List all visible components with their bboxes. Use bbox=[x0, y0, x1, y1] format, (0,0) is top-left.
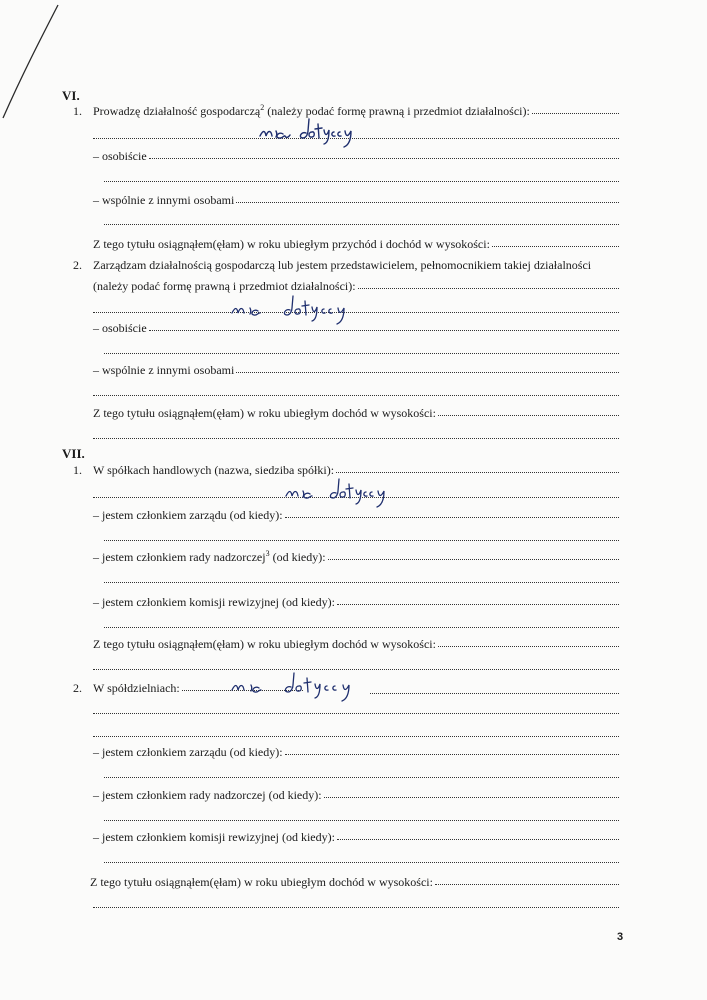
s7-item2-answer-line-1[interactable] bbox=[93, 712, 619, 714]
s7-item1-income-dots[interactable] bbox=[438, 635, 619, 647]
s6-item1-jointly-label: – wspólnie z innymi osobami bbox=[93, 193, 235, 207]
s6-item1-jointly-dots[interactable] bbox=[236, 191, 619, 203]
s7-item1-board-line bbox=[93, 507, 619, 522]
s6-item1-personally-label: – osobiście bbox=[93, 149, 147, 163]
footnote-ref-2: 2 bbox=[260, 103, 265, 112]
s7-item2-number: 2. bbox=[73, 681, 82, 695]
s7-item2-answer-line-2[interactable] bbox=[93, 735, 619, 737]
s6-item2-line bbox=[73, 258, 619, 272]
s6-item2-personally-line bbox=[93, 320, 619, 335]
s6-item2-personally-label: – osobiście bbox=[93, 321, 147, 335]
page-number: 3 bbox=[617, 931, 624, 943]
s7-item1-board-dots[interactable] bbox=[285, 506, 619, 518]
s7-item2-supervisory-line bbox=[93, 787, 619, 802]
s7-item2-label: W spółdzielniach: bbox=[93, 681, 180, 695]
s7-item2-supervisory-label: – jestem członkiem rady nadzorczej (od kiedy): bbox=[93, 788, 322, 802]
s7-item2-income-answer-line[interactable] bbox=[93, 906, 619, 908]
s7-item1-board-label: – jestem członkiem zarządu (od kiedy): bbox=[93, 508, 283, 522]
s7-item2-board-answer-line[interactable] bbox=[104, 776, 619, 778]
s6-item1-text: Prowadzę działalność gospodarczą bbox=[93, 104, 261, 118]
s6-item1-text-after: (należy podać formę prawną i przedmiot działalności): bbox=[264, 104, 530, 118]
s6-item1-personally-dots[interactable] bbox=[149, 147, 619, 159]
section-6-heading: VI. bbox=[62, 88, 80, 103]
s7-item1-audit-label: – jestem członkiem komisji rewizyjnej (od kiedy): bbox=[93, 595, 335, 609]
s7-item1-supervisory-dots[interactable] bbox=[328, 548, 619, 560]
s6-item2-jointly-dots[interactable] bbox=[236, 361, 619, 373]
s7-item2-board-dots[interactable] bbox=[285, 743, 619, 755]
s7-item1-supervisory-text: – jestem członkiem rady nadzorczej bbox=[93, 550, 266, 564]
s6-item2-label2: (należy podać formę prawną i przedmiot działalności): bbox=[93, 279, 356, 293]
s7-item2-audit-line bbox=[93, 829, 619, 844]
handwritten-signature-nie-dotyczy bbox=[228, 668, 373, 707]
footnote-ref-3: 3 bbox=[265, 549, 270, 558]
s7-item1-label: W spółkach handlowych (nazwa, siedziba spółki): bbox=[93, 463, 335, 477]
s7-item1-number: 1. bbox=[73, 463, 82, 477]
s6-item2-personally-answer-line[interactable] bbox=[104, 352, 619, 354]
s7-item2-income-label: Z tego tytułu osiągnąłem(ęłam) w roku ubiegłym dochód w wysokości: bbox=[90, 875, 433, 889]
s6-item2-fill-dots[interactable] bbox=[358, 277, 619, 289]
s6-item2-income-answer-line[interactable] bbox=[93, 437, 619, 439]
s6-item1-fill-dots[interactable] bbox=[532, 102, 619, 114]
s7-item2-supervisory-dots[interactable] bbox=[324, 786, 619, 798]
s7-item2-audit-label: – jestem członkiem komisji rewizyjnej (od kiedy): bbox=[93, 830, 335, 844]
s6-item2-jointly-line bbox=[93, 362, 619, 377]
s7-item2-board-label: – jestem członkiem zarządu (od kiedy): bbox=[93, 745, 283, 759]
s7-item2-audit-dots[interactable] bbox=[337, 828, 619, 840]
s6-item1-income-line bbox=[93, 236, 619, 251]
s7-item1-income-label: Z tego tytułu osiągnąłem(ęłam) w roku ubiegłym dochód w wysokości: bbox=[93, 637, 436, 651]
s6-item2-income-label: Z tego tytułu osiągnąłem(ęłam) w roku ubiegłym dochód w wysokości: bbox=[93, 406, 436, 420]
s7-item1-supervisory-text-after: (od kiedy): bbox=[269, 550, 326, 564]
s6-item1-income-label: Z tego tytułu osiągnąłem(ęłam) w roku ubiegłym przychód i dochód w wysokości: bbox=[93, 237, 490, 251]
s7-item2-fill-dots-right[interactable] bbox=[370, 692, 619, 694]
s6-item2-income-dots[interactable] bbox=[438, 404, 619, 416]
s6-item2-income-line bbox=[93, 405, 619, 420]
s6-item2-jointly-label: – wspólnie z innymi osobami bbox=[93, 363, 235, 377]
s6-item1-personally-line bbox=[93, 148, 619, 163]
s7-item2-income-dots[interactable] bbox=[435, 873, 619, 885]
s7-item1-supervisory-label bbox=[93, 550, 326, 564]
s7-item1-supervisory-line bbox=[93, 549, 619, 564]
s7-item1-supervisory-answer-line[interactable] bbox=[104, 581, 619, 583]
s7-item1-income-line bbox=[93, 636, 619, 651]
s6-item1-number: 1. bbox=[73, 104, 82, 118]
s6-item1-income-dots[interactable] bbox=[492, 235, 619, 247]
s6-item2-label: Zarządzam działalnością gospodarczą lub jestem przedstawicielem, pełnomocnikiem takiej działalności bbox=[93, 258, 592, 272]
s7-item1-audit-dots[interactable] bbox=[337, 593, 619, 605]
section-7-heading: VII. bbox=[62, 446, 85, 461]
s6-item2-number: 2. bbox=[73, 258, 82, 272]
s6-item1-jointly-line bbox=[93, 192, 619, 207]
s7-item2-income-line bbox=[90, 874, 619, 889]
s7-item2-audit-answer-line[interactable] bbox=[104, 861, 619, 863]
s7-item2-board-line bbox=[93, 744, 619, 759]
s7-item1-audit-line bbox=[93, 594, 619, 609]
s6-item2-personally-dots[interactable] bbox=[149, 319, 619, 331]
s6-item1-jointly-answer-line[interactable] bbox=[104, 223, 619, 225]
s7-item1-audit-answer-line[interactable] bbox=[104, 626, 619, 628]
s6-item1-personally-answer-line[interactable] bbox=[104, 180, 619, 182]
s7-item1-board-answer-line[interactable] bbox=[104, 539, 619, 541]
s7-item1-fill-dots[interactable] bbox=[336, 461, 619, 473]
s6-item2-jointly-answer-line[interactable] bbox=[93, 394, 619, 396]
s7-item2-supervisory-answer-line[interactable] bbox=[104, 819, 619, 821]
